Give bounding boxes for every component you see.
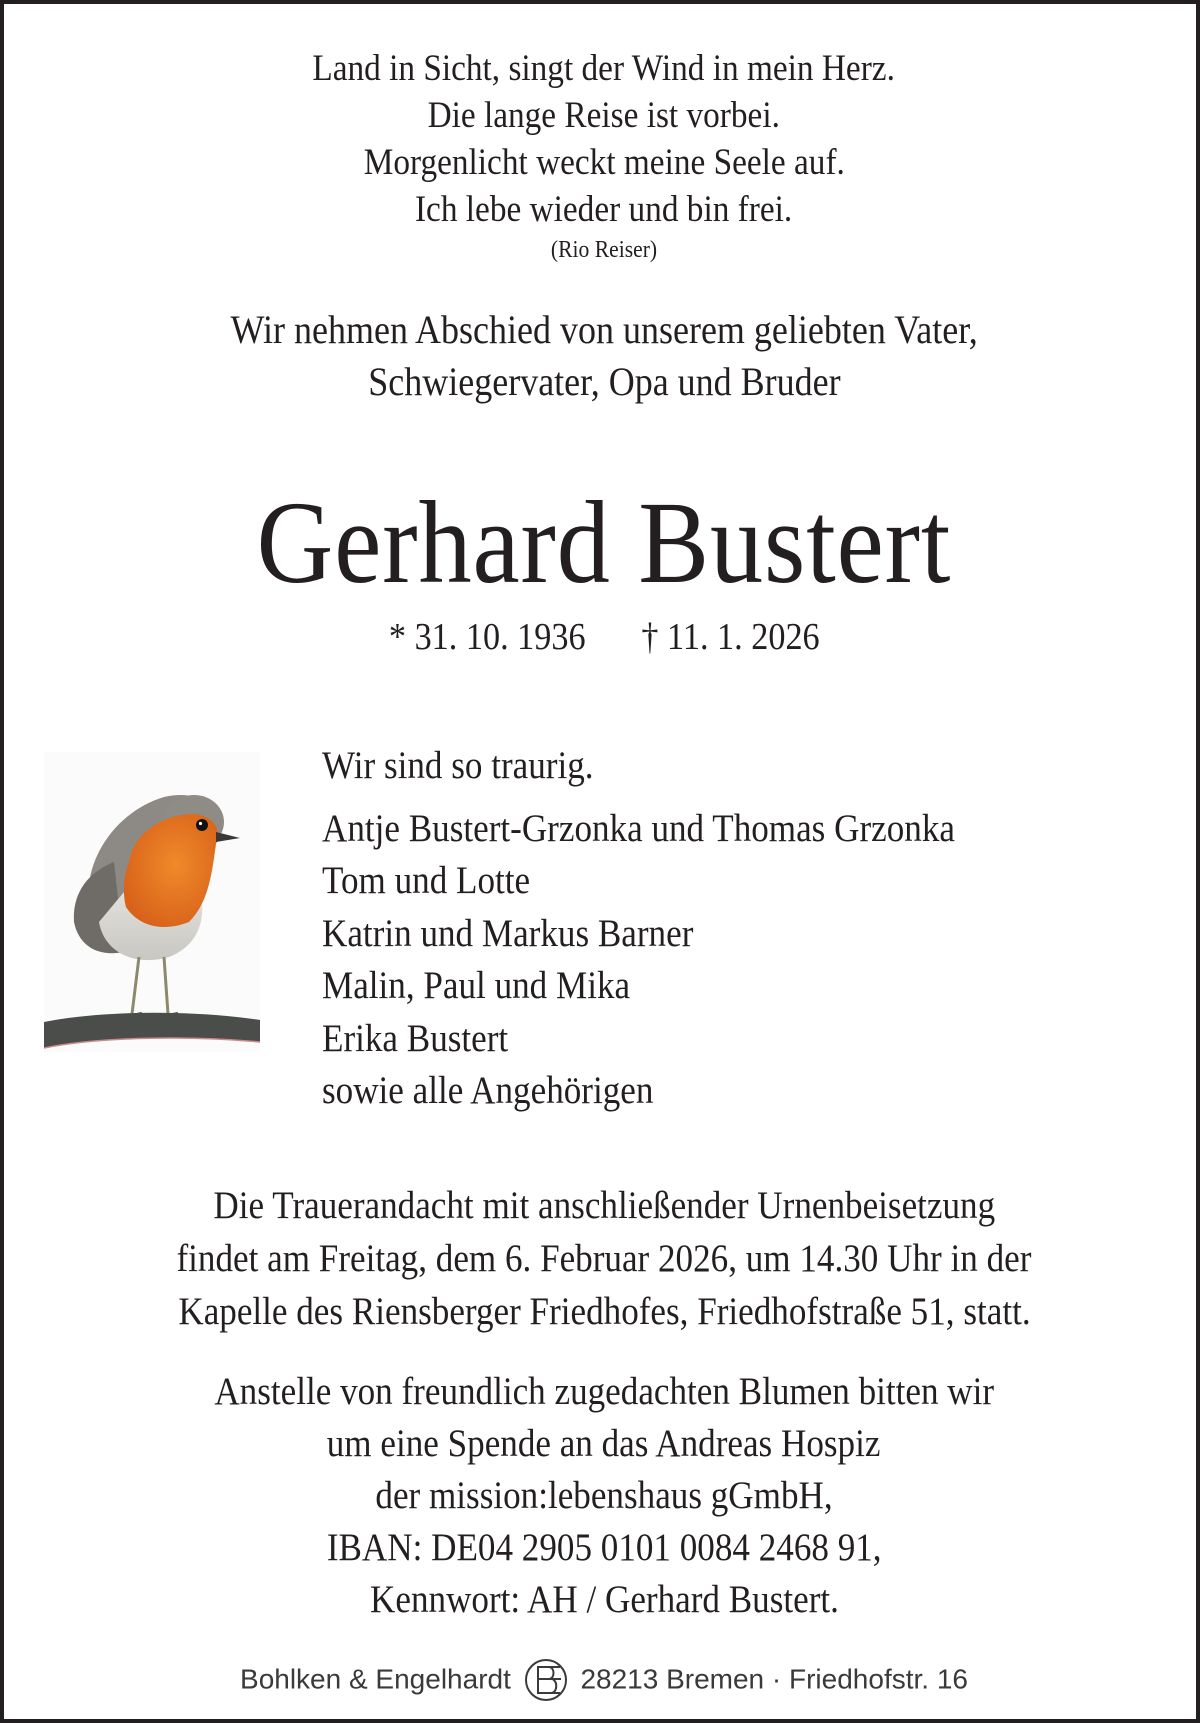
- poem-line-text: Die lange Reise ist vorbei.: [427, 95, 781, 136]
- farewell-intro-text: Schwiegervater, Opa und Bruder: [367, 359, 841, 404]
- service-text: Die Trauerandacht mit anschließender Urnenbeisetzung: [213, 1184, 995, 1227]
- poem-line: [4, 50, 1200, 87]
- mourner-name: Erika Bustert: [322, 1017, 509, 1060]
- poem-credit: [4, 238, 1200, 262]
- poem-credit-text: (Rio Reiser): [550, 237, 658, 263]
- mourner-name: Antje Bustert-Grzonka und Thomas Grzonka: [322, 807, 955, 850]
- donation-line: [4, 1424, 1200, 1463]
- service-line: [4, 1239, 1200, 1278]
- donation-line: [4, 1476, 1200, 1515]
- mourners-lead-text: Wir sind so traurig.: [322, 744, 594, 787]
- mourner-name: Malin, Paul und Mika: [322, 964, 631, 1007]
- mourner-line: [322, 1019, 529, 1058]
- mourners-lead: [322, 746, 624, 785]
- mourner-name: Katrin und Markus Barner: [322, 912, 694, 955]
- funeral-home-name: Bohlken & Engelhardt: [240, 1663, 511, 1695]
- poem-line-text: Land in Sicht, singt der Wind in mein Herz.: [312, 48, 896, 89]
- deceased-name: [4, 477, 1200, 608]
- mourner-line: [322, 809, 1025, 848]
- farewell-intro-line: [4, 307, 1200, 352]
- robin-bird-icon: [44, 752, 260, 1052]
- poem-line: [4, 191, 1200, 228]
- funeral-home-address: 28213 Bremen · Friedhofstr. 16: [580, 1663, 968, 1695]
- donation-text: um eine Spende an das Andreas Hospiz: [327, 1422, 881, 1465]
- mourner-line: [322, 966, 664, 1005]
- poem-line: [4, 144, 1200, 181]
- birth-date: * 31. 10. 1936: [388, 616, 586, 658]
- deceased-name-text: Gerhard Bustert: [256, 477, 952, 608]
- death-date: † 11. 1. 2026: [641, 616, 820, 658]
- donation-line: [4, 1580, 1200, 1619]
- iban-text: IBAN: DE04 2905 0101 0084 2468 91,: [326, 1526, 882, 1569]
- service-text: findet am Freitag, dem 6. Februar 2026, um 14.30 Uhr in der: [176, 1237, 1032, 1280]
- mourner-line: [322, 914, 735, 953]
- iban-line: [4, 1528, 1200, 1567]
- donation-text: Anstelle von freundlich zugedachten Blumen bitten wir: [214, 1370, 994, 1413]
- donation-line: [4, 1372, 1200, 1411]
- mourner-name: sowie alle Angehörigen: [322, 1069, 654, 1112]
- poem-line: [4, 97, 1200, 134]
- poem-line-text: Morgenlicht weckt meine Seele auf.: [363, 142, 845, 183]
- be-monogram-logo-icon: [523, 1658, 569, 1702]
- robin-photo: [44, 752, 260, 1052]
- service-line: [4, 1186, 1200, 1225]
- donation-text: Kennwort: AH / Gerhard Bustert.: [369, 1578, 839, 1621]
- mourner-name: Tom und Lotte: [322, 859, 531, 902]
- funeral-home-footer: [4, 1656, 1200, 1702]
- poem-line-text: Ich lebe wieder und bin frei.: [415, 189, 793, 230]
- mourner-line: [322, 861, 553, 900]
- mourner-line: [322, 1071, 690, 1110]
- service-line: [4, 1292, 1200, 1331]
- service-text: Kapelle des Riensberger Friedhofes, Friedhofstraße 51, statt.: [177, 1290, 1031, 1333]
- farewell-intro-text: Wir nehmen Abschied von unserem geliebten Vater,: [230, 307, 978, 352]
- life-dates: [4, 618, 1200, 656]
- donation-text: der mission:lebenshaus gGmbH,: [375, 1474, 833, 1517]
- farewell-intro-line: [4, 359, 1200, 404]
